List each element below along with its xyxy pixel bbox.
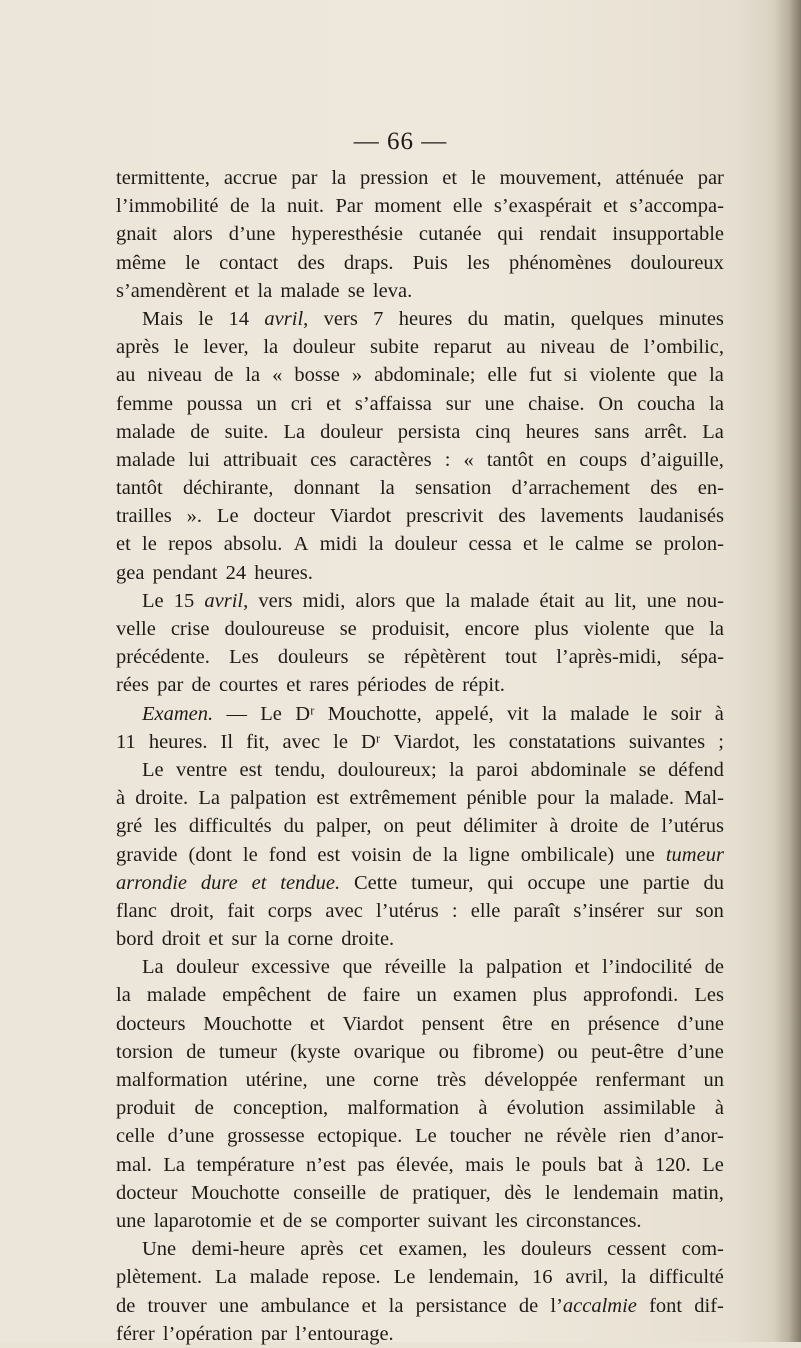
text-line: bord droit et sur la corne droite. xyxy=(116,928,395,951)
text-line: celle d’une grossesse ectopique. Le toucher ne révèle rien d’anor- xyxy=(116,1125,724,1148)
text-line: malformation utérine, une corne très développée renfermant un xyxy=(116,1069,724,1091)
text-line: et le repos absolu. A midi la douleur cessa et le calme se prolon- xyxy=(116,533,724,556)
text-line: même le contact des draps. Puis les phénomènes douloureux xyxy=(116,251,724,274)
text-line: rées par de courtes et rares périodes de répit. xyxy=(116,674,505,697)
text-line: arrondie dure et tendue. Cette tumeur, qui occupe une partie du xyxy=(116,871,724,894)
text-line: gravide (dont le fond est voisin de la ligne ombilicale) une tumeur xyxy=(116,843,724,866)
text-line: Le ventre est tendu, douloureux; la paroi abdominale se défend xyxy=(142,758,724,781)
text-line: Mais le 14 avril, vers 7 heures du matin, quelques minutes xyxy=(142,307,724,330)
text-line: flanc droit, fait corps avec l’utérus : elle paraît s’insérer sur son xyxy=(116,899,724,922)
text-line: férer l’opération par l’entourage. xyxy=(116,1322,394,1345)
page-edge-shadow xyxy=(773,0,801,1342)
text-line: trailles ». Le docteur Viardot prescrivit des lavements laudanisés xyxy=(116,505,724,528)
text-line: précédente. Les douleurs se répètèrent tout l’après-midi, sépa- xyxy=(116,646,724,669)
text-line: docteurs Mouchotte et Viardot pensent être en présence d’une xyxy=(116,1012,724,1035)
text-line: tantôt déchirante, donnant la sensation d’arrachement des en- xyxy=(116,477,724,500)
text-line: docteur Mouchotte conseille de pratiquer, dès le lendemain matin, xyxy=(116,1181,724,1204)
text-line: velle crise douloureuse se produisit, encore plus violente que la xyxy=(116,618,724,640)
text-line: Une demi-heure après cet examen, les douleurs cessent com- xyxy=(142,1238,724,1261)
text-line: s’amendèrent et la malade se leva. xyxy=(116,279,413,302)
text-line: 11 heures. Il fit, avec le Dʳ Viardot, les constatations suivantes ; xyxy=(116,730,724,753)
text-line: Examen. — Le Dʳ Mouchotte, appelé, vit la malade le soir à xyxy=(142,702,724,725)
text-line: gea pendant 24 heures. xyxy=(116,561,313,584)
text-line: termittente, accrue par la pression et le mouvement, atténuée par xyxy=(116,167,724,189)
text-line: malade de suite. La douleur persista cinq heures sans arrêt. La xyxy=(116,420,724,443)
body-text xyxy=(116,164,724,1348)
text-line: de trouver une ambulance et la persistance de l’accalmie font dif- xyxy=(116,1294,724,1317)
text-line: après le lever, la douleur subite reparut au niveau de l’ombilic, xyxy=(116,336,724,359)
text-line: Le 15 avril, vers midi, alors que la malade était au lit, une nou- xyxy=(142,589,724,612)
page-number: — 66 — xyxy=(353,128,448,155)
text-line: femme poussa un cri et s’affaissa sur une chaise. On coucha la xyxy=(116,392,724,415)
text-line: torsion de tumeur (kyste ovarique ou fibrome) ou peut-être d’une xyxy=(116,1040,724,1063)
text-line: gnait alors d’une hyperesthésie cutanée qui rendait insupportable xyxy=(116,223,724,246)
text-line: malade lui attribuait ces caractères : « tantôt en coups d’aiguille, xyxy=(116,448,724,471)
text-line: la malade empêchent de faire un examen plus approfondi. Les xyxy=(116,984,724,1007)
text-line: l’immobilité de la nuit. Par moment elle s’exaspérait et s’accompa- xyxy=(116,195,724,218)
text-line: au niveau de la « bosse » abdominale; elle fut si violente que la xyxy=(116,364,724,387)
text-line: mal. La température n’est pas élevée, mais le pouls bat à 120. Le xyxy=(116,1153,724,1176)
text-line: plètement. La malade repose. Le lendemain, 16 avril, la difficulté xyxy=(116,1266,724,1289)
text-line: La douleur excessive que réveille la palpation et l’indocilité de xyxy=(142,956,724,979)
text-line: gré les difficultés du palper, on peut délimiter à droite de l’utérus xyxy=(116,815,724,838)
text-line: produit de conception, malformation à évolution assimilable à xyxy=(116,1097,724,1120)
text-line: une laparotomie et de se comporter suivant les circonstances. xyxy=(116,1209,642,1232)
text-line: à droite. La palpation est extrêmement pénible pour la malade. Mal- xyxy=(116,787,724,810)
